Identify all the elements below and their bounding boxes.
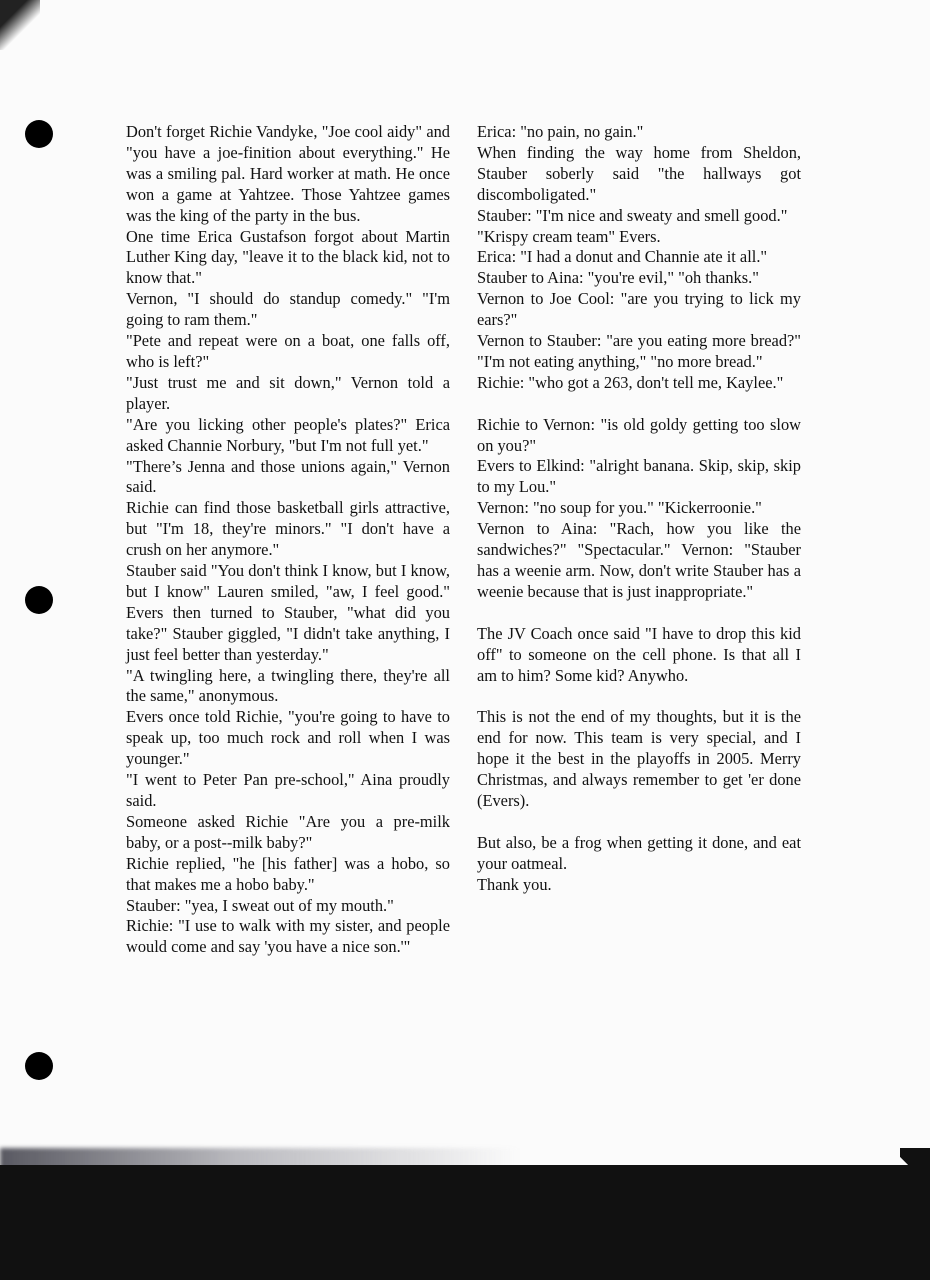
text-paragraph: Stauber: "yea, I sweat out of my mouth."	[126, 895, 394, 915]
paragraph-gap	[477, 603, 801, 624]
text-paragraph: "A twingling here, a twingling there, they're all the same," anonymous.	[126, 665, 450, 706]
text-paragraph: Erica: "no pain, no gain."	[477, 122, 644, 141]
text-paragraph: Richie to Vernon: "is old goldy getting too slow on you?"	[477, 414, 801, 455]
text-paragraph: Evers to Elkind: "alright banana. Skip, skip, skip to my Lou."	[477, 456, 801, 497]
paragraph-gap	[477, 686, 801, 707]
left-text-column	[126, 122, 450, 958]
right-text-column	[477, 122, 801, 895]
scanner-bed-shadow	[0, 1165, 930, 1280]
text-paragraph: "I went to Peter Pan pre-school," Aina proudly said.	[126, 770, 450, 810]
text-paragraph: "Pete and repeat were on a boat, one falls off, who is left?"	[126, 331, 450, 371]
paragraph-gap	[477, 394, 801, 415]
text-paragraph: Thank you.	[477, 874, 552, 894]
text-paragraph: Richie can find those basketball girls attractive, but "I'm 18, they're minors." "I don't have a crush on her anymore."	[126, 498, 450, 560]
binder-hole-bottom	[25, 1052, 53, 1080]
binder-hole-top	[25, 120, 53, 148]
page-corner-shadow	[900, 1148, 930, 1188]
text-paragraph: "Just trust me and sit down," Vernon told a player.	[126, 372, 450, 413]
text-paragraph: "Are you licking other people's plates?" Erica asked Channie Norbury, "but I'm not full yet."	[126, 414, 450, 455]
text-paragraph: But also, be a frog when getting it done, and eat your oatmeal.	[477, 832, 801, 873]
text-paragraph: "There’s Jenna and those unions again," Vernon said.	[126, 456, 450, 497]
text-paragraph: The JV Coach once said "I have to drop this kid off" to someone on the cell phone. Is that all I am to him? Some kid? Anywho.	[477, 623, 801, 685]
text-paragraph: Vernon to Aina: "Rach, how you like the sandwiches?" "Spectacular." Vernon: "Stauber has a weenie arm. Now, don't write Stauber has a weenie because that is just inappropriate."	[477, 519, 801, 601]
scan-shadow-top-left	[0, 0, 40, 50]
text-paragraph: Stauber: "I'm nice and sweaty and smell good."	[477, 205, 788, 225]
text-paragraph: Someone asked Richie "Are you a pre-milk baby, or a post--milk baby?"	[126, 811, 450, 852]
text-paragraph: Richie: "who got a 263, don't tell me, Kaylee."	[477, 372, 784, 392]
text-paragraph: Vernon: "no soup for you." "Kickerroonie."	[477, 498, 762, 518]
text-paragraph: Stauber to Aina: "you're evil," "oh thanks."	[477, 268, 759, 288]
text-paragraph: Vernon, "I should do standup comedy." "I'm going to ram them."	[126, 289, 450, 330]
text-paragraph: This is not the end of my thoughts, but it is the end for now. This team is very special, and I hope it the best in the playoffs in 2005. Merry Christmas, and always remember to get 'er done (Evers).	[477, 707, 801, 810]
text-paragraph: Don't forget Richie Vandyke, "Joe cool aidy" and "you have a joe-finition about everything." He was a smiling pal. Hard worker at math. He once won a game at Yahtzee. Those Yahtzee games was the king of the party in the bus.	[126, 122, 450, 225]
text-paragraph: Richie: "I use to walk with my sister, and people would come and say 'you have a nice son.'"	[126, 916, 450, 957]
text-paragraph: Erica: "I had a donut and Channie ate it all."	[477, 247, 768, 267]
text-paragraph: When finding the way home from Sheldon, Stauber soberly said "the hallways got discomboligated."	[477, 142, 801, 204]
text-paragraph: Richie replied, "he [his father] was a hobo, so that makes me a hobo baby."	[126, 853, 450, 894]
text-paragraph: Evers once told Richie, "you're going to have to speak up, too much rock and roll when I was younger."	[126, 707, 450, 769]
text-paragraph: One time Erica Gustafson forgot about Martin Luther King day, "leave it to the black kid, not to know that."	[126, 226, 450, 288]
paragraph-gap	[477, 812, 801, 833]
binder-hole-middle	[25, 586, 53, 614]
text-paragraph: Vernon to Stauber: "are you eating more bread?" "I'm not eating anything," "no more bread."	[477, 331, 801, 371]
text-paragraph: Stauber said "You don't think I know, but I know, but I know" Lauren smiled, "aw, I feel good." Evers then turned to Stauber, "what did you take?" Stauber giggled, "I didn't take anything, I just feel better than yesterday."	[126, 561, 450, 664]
text-paragraph: Vernon to Joe Cool: "are you trying to lick my ears?"	[477, 289, 801, 330]
text-paragraph: "Krispy cream team" Evers.	[477, 226, 661, 246]
